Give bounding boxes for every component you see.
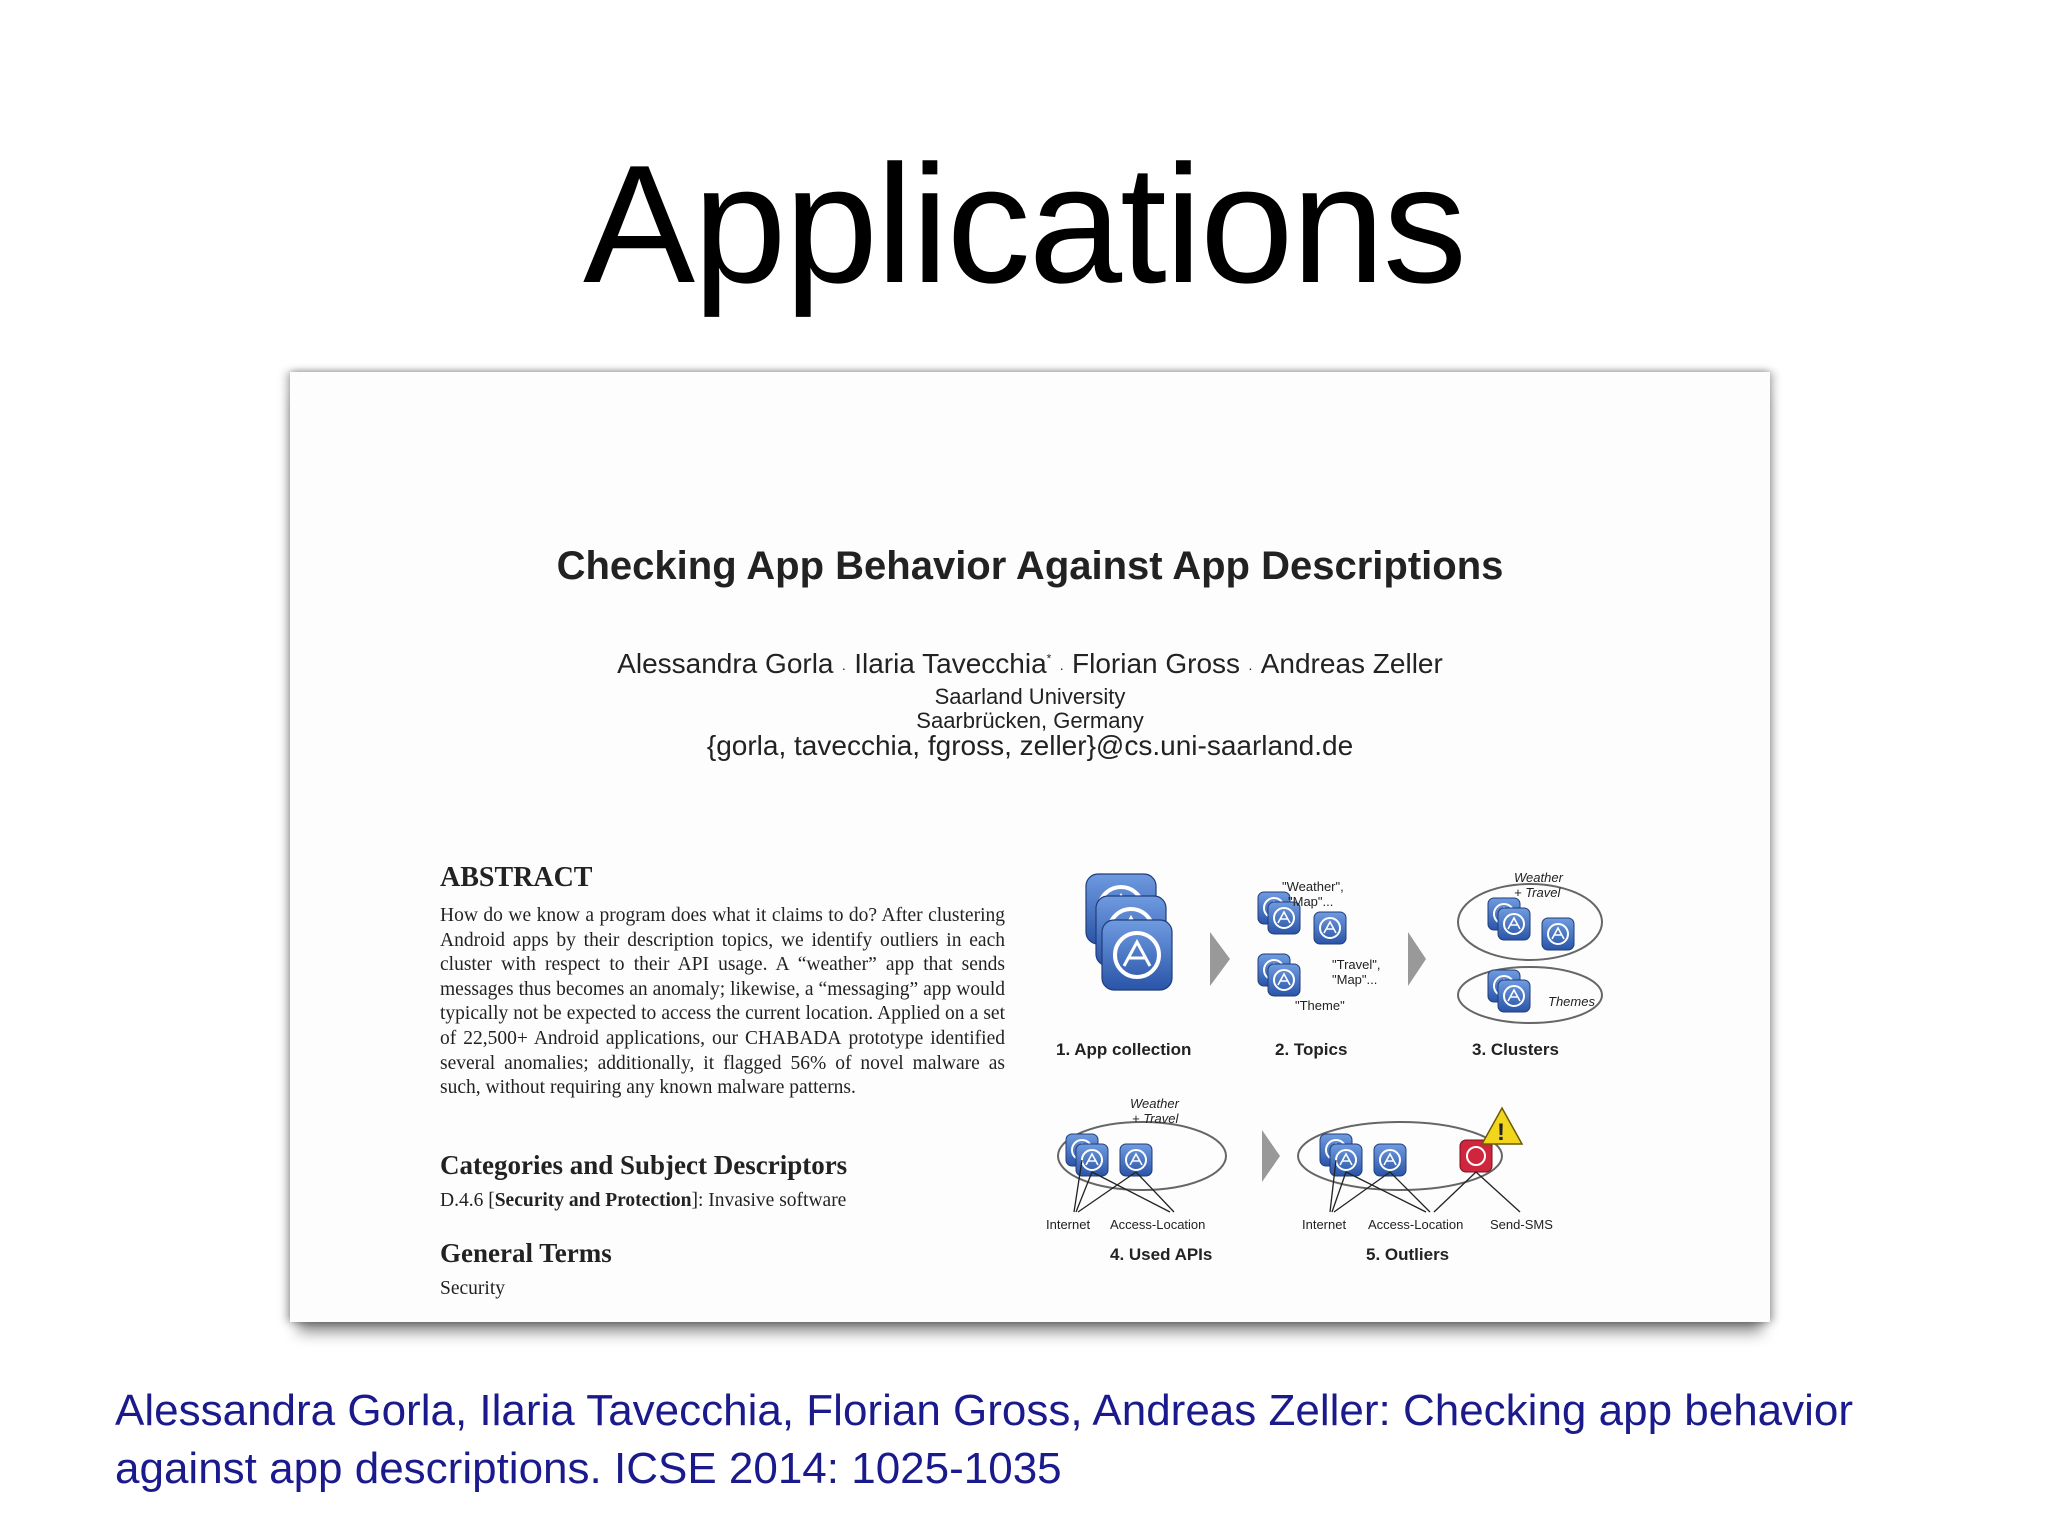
app-collection-icons [1086, 874, 1172, 990]
slide-title: Applications [583, 130, 1465, 318]
author-separator: · [1059, 660, 1065, 676]
cluster-themes-label: Themes [1548, 994, 1595, 1009]
author-3: Florian Gross [1072, 648, 1241, 679]
outlier-app-icon [1460, 1140, 1492, 1172]
paper-authors [290, 648, 1770, 680]
topic-theme-label: "Theme" [1295, 998, 1345, 1013]
topic-travel-map-label: "Map"... [1332, 972, 1378, 987]
paper-screenshot [290, 372, 1770, 1322]
author-separator: · [1248, 660, 1253, 676]
step-1-label: 1. App collection [1056, 1040, 1192, 1059]
affiliation-location: Saarbrücken, Germany [916, 708, 1144, 733]
categories-heading: Categories and Subject Descriptors [440, 1150, 848, 1180]
paper-title: Checking App Behavior Against App Descriptions [556, 544, 1504, 588]
warning-glyph: ! [1497, 1119, 1505, 1146]
categories-code: D.4.6 [ [440, 1190, 495, 1211]
abstract-text-1: How do we know a program does what it claims to do? After clustering Android apps by their description topics, we identify outliers in each cluster with respect to their API usage. A “weather” app that sends messages thus becomes an anomaly; likewise, a “messaging” app would typically not be expected to access the current location. Applied on a set of 22,500+ Android applications, our [440, 905, 1005, 1049]
abstract-text-2: prototype identified several anomalies; additionally, it flagged 56% of novel malware as such, without requiring any known malware patterns. [440, 1027, 1005, 1099]
affiliation-university: Saarland University [934, 684, 1126, 709]
api-internet-label: Internet [1046, 1217, 1091, 1232]
chabada-pipeline-figure [1040, 862, 1720, 1322]
arrow-2 [1408, 932, 1426, 986]
citation: Alessandra Gorla, Ilaria Tavecchia, Florian Gross, Andreas Zeller: Checking app behavior against app descriptions. ICSE 2014: 1025-1035 [115, 1386, 1854, 1493]
author-4: Andreas Zeller [1260, 648, 1443, 679]
abstract-heading: ABSTRACT [440, 862, 593, 893]
categories-body [440, 1190, 846, 1212]
general-terms-heading: General Terms [440, 1238, 612, 1268]
author-separator: · [841, 660, 847, 676]
arrow-3 [1262, 1130, 1280, 1182]
step-4-label: 4. Used APIs [1110, 1245, 1213, 1264]
used-apis-cluster-label: Weather [1130, 1096, 1179, 1111]
cluster-travel-label: + Travel [1514, 885, 1561, 900]
categories-bold: Security and Protection [494, 1190, 692, 1211]
abstract-tool-name: CHABADA [745, 1027, 842, 1049]
author-2: Ilaria Tavecchia [854, 648, 1047, 679]
arrow-1 [1210, 932, 1230, 986]
api-sms-label: Send-SMS [1490, 1217, 1553, 1232]
topic-weather-label: "Weather", [1282, 879, 1344, 894]
step-2-label: 2. Topics [1275, 1040, 1348, 1059]
outlier-api-location-label: Access-Location [1368, 1217, 1464, 1232]
author-mark: * [1046, 651, 1052, 666]
abstract-body [440, 904, 1005, 1101]
cluster-weather-label: Weather [1514, 870, 1563, 885]
categories-rest: ]: Invasive software [691, 1190, 847, 1211]
topic-map-label: "Map"... [1288, 894, 1334, 909]
outlier-api-internet-label: Internet [1302, 1217, 1347, 1232]
used-apis-cluster-label-2: + Travel [1132, 1111, 1179, 1126]
author-emails: {gorla, tavecchia, fgross, zeller}@cs.uni-saarland.de [706, 730, 1354, 761]
general-terms-body: Security [440, 1278, 505, 1299]
topic-travel-label: "Travel", [1332, 957, 1381, 972]
step-3-label: 3. Clusters [1472, 1040, 1559, 1059]
author-1: Alessandra Gorla [617, 648, 834, 679]
api-location-label: Access-Location [1110, 1217, 1206, 1232]
step-5-label: 5. Outliers [1366, 1245, 1450, 1264]
